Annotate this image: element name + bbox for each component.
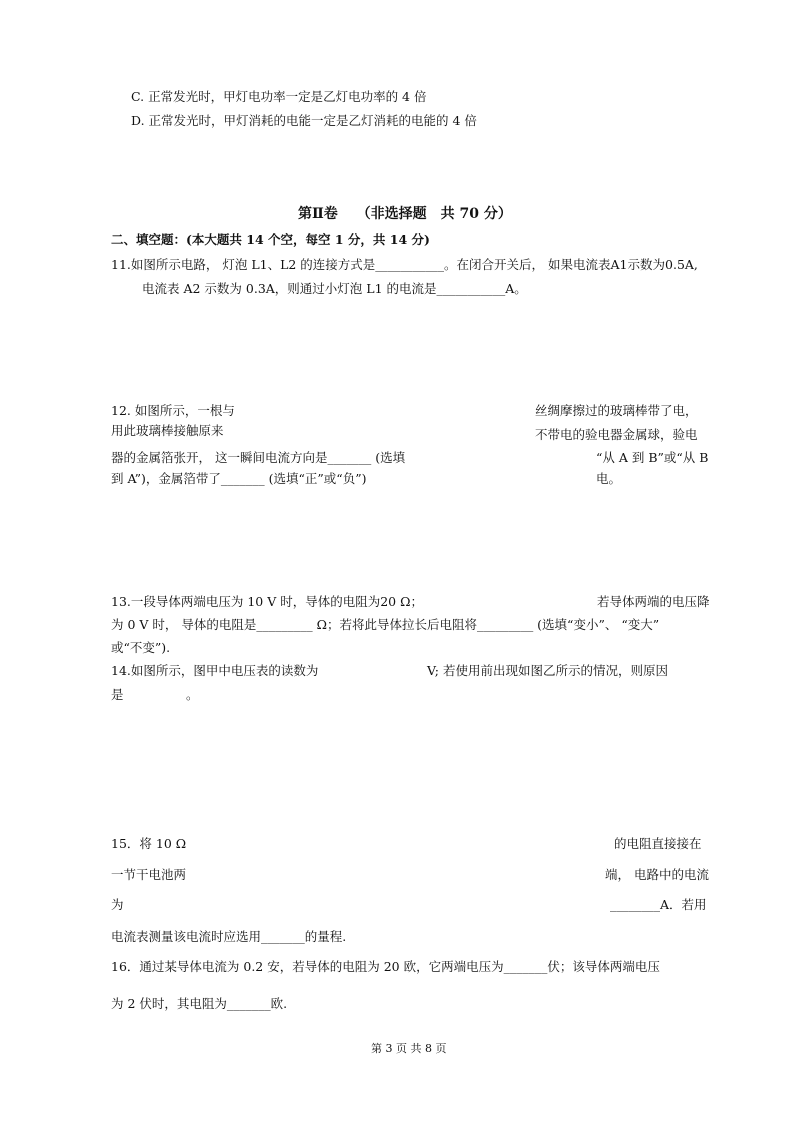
- option-c: C. 正常发光时，甲灯电功率一定是乙灯电功率的 4 倍: [131, 89, 427, 104]
- q15-left1: 15．将 10 Ω: [111, 836, 187, 851]
- section-heading: 二、填空题：(本大题共 14 个空，每空 1 分，共 14 分): [111, 232, 430, 247]
- q15-right2: 端， 电路中的电流: [605, 867, 709, 882]
- page-footer: 第 3 页 共 8 页: [371, 1042, 447, 1055]
- q13-line3: 或“不变”).: [111, 640, 171, 655]
- q15-line4: 电流表测量该电流时应选用_______的量程.: [111, 929, 347, 944]
- q13-right1: 若导体两端的电压降: [597, 594, 710, 609]
- q12-left2: 用此玻璃棒接触原来: [111, 423, 224, 438]
- q12-right4: 电。: [596, 471, 622, 486]
- q12-right1: 丝绸摩擦过的玻璃棒带了电，: [535, 403, 698, 418]
- q15-left3: 为: [111, 897, 124, 912]
- q11-line2: 电流表 A2 示数为 0.3A，则通过小灯泡 L1 的电流是___________A。: [142, 281, 527, 296]
- q15-right1: 的电阻直接接在: [614, 836, 702, 851]
- q16-line2: 为 2 伏时，其电阻为_______欧.: [111, 996, 288, 1011]
- q12-right2: 不带电的验电器金属球，验电: [535, 427, 698, 442]
- q12-right3: “从 A 到 B”或“从 B: [596, 450, 709, 465]
- q13-left1: 13.一段导体两端电压为 10 V 时，导体的电阻为20 Ω；: [111, 594, 423, 609]
- q15-right3: ________A．若用: [610, 897, 707, 912]
- section-title: 第Ⅱ卷 （非选择题 共 70 分）: [298, 206, 512, 222]
- q13-line2: 为 0 V 时， 导体的电阻是_________ Ω；若将此导体拉长后电阻将_________ (选填“变小”、 “变大”: [111, 617, 660, 632]
- q12-left1: 12. 如图所示，一根与: [111, 403, 235, 418]
- q12-left4: 到 A”)，金属箔带了_______ (选填“正”或“负”): [111, 471, 367, 486]
- q14-left1: 14.如图所示，图甲中电压表的读数为: [111, 663, 319, 678]
- q16-line1: 16．通过某导体电流为 0.2 安，若导体的电阻为 20 欧，它两端电压为_______伏；该导体两端电压: [111, 959, 660, 974]
- option-d: D. 正常发光时，甲灯消耗的电能一定是乙灯消耗的电能的 4 倍: [131, 113, 477, 128]
- q14-mid1: V; 若使用前出现如图乙所示的情况，则原因: [427, 663, 668, 678]
- q14-line2: 是 。: [111, 687, 199, 702]
- q15-left2: 一节干电池两: [111, 867, 187, 882]
- q12-left3: 器的金属箔张开， 这一瞬间电流方向是_______ (选填: [111, 450, 406, 465]
- q11-line1: 11.如图所示电路， 灯泡 L1、L2 的连接方式是___________。在闭合开关后， 如果电流表A1示数为0.5A,: [111, 257, 698, 272]
